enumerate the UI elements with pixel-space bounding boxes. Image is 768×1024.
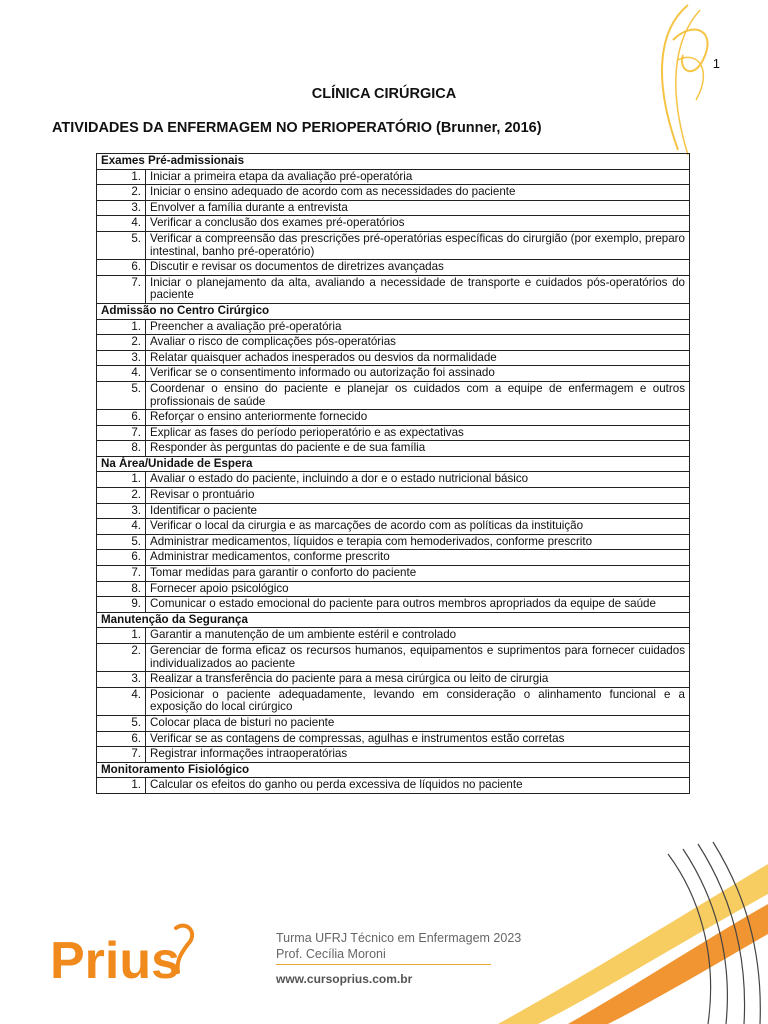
activity-text: Reforçar o ensino anteriormente fornecido	[146, 410, 690, 426]
activity-number: 7.	[97, 425, 146, 441]
activity-row	[97, 319, 690, 335]
activity-row	[97, 534, 690, 550]
activity-number: 6.	[97, 731, 146, 747]
activity-number: 4.	[97, 687, 146, 715]
activity-row	[97, 425, 690, 441]
activity-number: 1.	[97, 319, 146, 335]
activity-number: 4.	[97, 519, 146, 535]
section-title: Manutenção da Segurança	[97, 612, 690, 628]
activity-row	[97, 441, 690, 457]
document-subtitle: ATIVIDADES DA ENFERMAGEM NO PERIOPERATÓRIO (Brunner, 2016)	[52, 120, 542, 136]
activity-row	[97, 169, 690, 185]
activity-text: Verificar se o consentimento informado ou autorização foi assinado	[146, 366, 690, 382]
activity-row	[97, 550, 690, 566]
activity-text: Posicionar o paciente adequadamente, levando em consideração o alinhamento funcional e a exposição do local cirúrgico	[146, 687, 690, 715]
activity-text: Verificar se as contagens de compressas, agulhas e instrumentos estão corretas	[146, 731, 690, 747]
activity-number: 3.	[97, 672, 146, 688]
activity-text: Iniciar o planejamento da alta, avaliando a necessidade de transporte e cuidados pós-operatórios do paciente	[146, 275, 690, 303]
activity-text: Identificar o paciente	[146, 503, 690, 519]
activity-number: 5.	[97, 534, 146, 550]
activity-row	[97, 366, 690, 382]
activity-text: Verificar o local da cirurgia e as marcações de acordo com as políticas da instituição	[146, 519, 690, 535]
activity-text: Gerenciar de forma eficaz os recursos humanos, equipamentos e suprimentos para fornecer cuidados individualizados ao paciente	[146, 644, 690, 672]
activity-row	[97, 335, 690, 351]
activity-number: 8.	[97, 441, 146, 457]
activity-row	[97, 381, 690, 409]
prius-logo-text: Prius	[50, 932, 181, 990]
activities-table	[96, 153, 690, 794]
activity-number: 4.	[97, 216, 146, 232]
activity-row	[97, 747, 690, 763]
section-header-row	[97, 456, 690, 472]
activity-number: 8.	[97, 581, 146, 597]
activity-row	[97, 185, 690, 201]
activity-row	[97, 200, 690, 216]
activity-row	[97, 503, 690, 519]
activity-number: 1.	[97, 472, 146, 488]
activity-number: 1.	[97, 778, 146, 794]
activity-number: 1.	[97, 169, 146, 185]
activity-number: 6.	[97, 550, 146, 566]
activity-number: 2.	[97, 335, 146, 351]
activity-number: 3.	[97, 503, 146, 519]
section-title: Na Área/Unidade de Espera	[97, 456, 690, 472]
activity-text: Tomar medidas para garantir o conforto do paciente	[146, 566, 690, 582]
activity-text: Preencher a avaliação pré-operatória	[146, 319, 690, 335]
activity-text: Envolver a família durante a entrevista	[146, 200, 690, 216]
activity-number: 7.	[97, 275, 146, 303]
activity-number: 3.	[97, 200, 146, 216]
activity-number: 4.	[97, 366, 146, 382]
activity-text: Fornecer apoio psicológico	[146, 581, 690, 597]
activity-text: Explicar as fases do período perioperatório e as expectativas	[146, 425, 690, 441]
activity-row	[97, 519, 690, 535]
activity-number: 5.	[97, 231, 146, 259]
activity-text: Relatar quaisquer achados inesperados ou desvios da normalidade	[146, 350, 690, 366]
section-title: Exames Pré-admissionais	[97, 154, 690, 170]
activity-text: Registrar informações intraoperatórias	[146, 747, 690, 763]
decorative-flourish-top	[618, 0, 728, 160]
activity-number: 5.	[97, 715, 146, 731]
activity-text: Iniciar o ensino adequado de acordo com as necessidades do paciente	[146, 185, 690, 201]
activity-number: 6.	[97, 260, 146, 276]
activity-row	[97, 488, 690, 504]
activity-row	[97, 644, 690, 672]
document-title: CLÍNICA CIRÚRGICA	[311, 86, 457, 102]
activity-row	[97, 581, 690, 597]
activity-text: Garantir a manutenção de um ambiente estéril e controlado	[146, 628, 690, 644]
activity-row	[97, 275, 690, 303]
section-header-row	[97, 154, 690, 170]
activity-number: 7.	[97, 566, 146, 582]
activity-row	[97, 260, 690, 276]
activity-row	[97, 731, 690, 747]
activity-text: Avaliar o estado do paciente, incluindo a dor e o estado nutricional básico	[146, 472, 690, 488]
activity-text: Comunicar o estado emocional do paciente para outros membros apropriados da equipe de saúde	[146, 597, 690, 613]
decorative-swoosh-bottom	[468, 834, 768, 1024]
section-title: Admissão no Centro Cirúrgico	[97, 303, 690, 319]
activity-text: Realizar a transferência do paciente para a mesa cirúrgica ou leito de cirurgia	[146, 672, 690, 688]
activity-text: Iniciar a primeira etapa da avaliação pré-operatória	[146, 169, 690, 185]
activity-row	[97, 231, 690, 259]
prius-logo	[48, 920, 198, 990]
activity-text: Responder às perguntas do paciente e de sua família	[146, 441, 690, 457]
footer-professor: Prof. Cecília Moroni	[276, 947, 386, 961]
activity-text: Administrar medicamentos, líquidos e terapia com hemoderivados, conforme prescrito	[146, 534, 690, 550]
activity-number: 7.	[97, 747, 146, 763]
activity-row	[97, 628, 690, 644]
activity-text: Revisar o prontuário	[146, 488, 690, 504]
activity-number: 2.	[97, 488, 146, 504]
activity-text: Colocar placa de bisturi no paciente	[146, 715, 690, 731]
activity-row	[97, 410, 690, 426]
section-header-row	[97, 762, 690, 778]
activity-number: 2.	[97, 185, 146, 201]
activity-text: Verificar a compreensão das prescrições pré-operatórias específicas do cirurgião (por exemplo, preparo intestinal, banho pré-operatório)	[146, 231, 690, 259]
section-header-row	[97, 612, 690, 628]
page-number: 1	[712, 56, 720, 71]
activity-text: Avaliar o risco de complicações pós-operatórias	[146, 335, 690, 351]
activity-row	[97, 472, 690, 488]
activity-row	[97, 672, 690, 688]
activity-row	[97, 216, 690, 232]
footer-course: Turma UFRJ Técnico em Enfermagem 2023	[276, 931, 522, 945]
activity-number: 2.	[97, 644, 146, 672]
activity-row	[97, 715, 690, 731]
activity-text: Verificar a conclusão dos exames pré-operatórios	[146, 216, 690, 232]
section-header-row	[97, 303, 690, 319]
activity-row	[97, 778, 690, 794]
activity-number: 3.	[97, 350, 146, 366]
activity-number: 1.	[97, 628, 146, 644]
activity-number: 6.	[97, 410, 146, 426]
activity-number: 9.	[97, 597, 146, 613]
activity-number: 5.	[97, 381, 146, 409]
activity-text: Calcular os efeitos do ganho ou perda excessiva de líquidos no paciente	[146, 778, 690, 794]
activity-row	[97, 597, 690, 613]
footer-website-link[interactable]: www.cursoprius.com.br	[276, 972, 413, 986]
footer-divider	[276, 964, 491, 965]
activity-text: Discutir e revisar os documentos de diretrizes avançadas	[146, 260, 690, 276]
activity-row	[97, 687, 690, 715]
section-title: Monitoramento Fisiológico	[97, 762, 690, 778]
activity-text: Coordenar o ensino do paciente e planejar os cuidados com a equipe de enfermagem e outros profissionais de saúde	[146, 381, 690, 409]
activity-row	[97, 566, 690, 582]
activity-row	[97, 350, 690, 366]
activity-text: Administrar medicamentos, conforme prescrito	[146, 550, 690, 566]
